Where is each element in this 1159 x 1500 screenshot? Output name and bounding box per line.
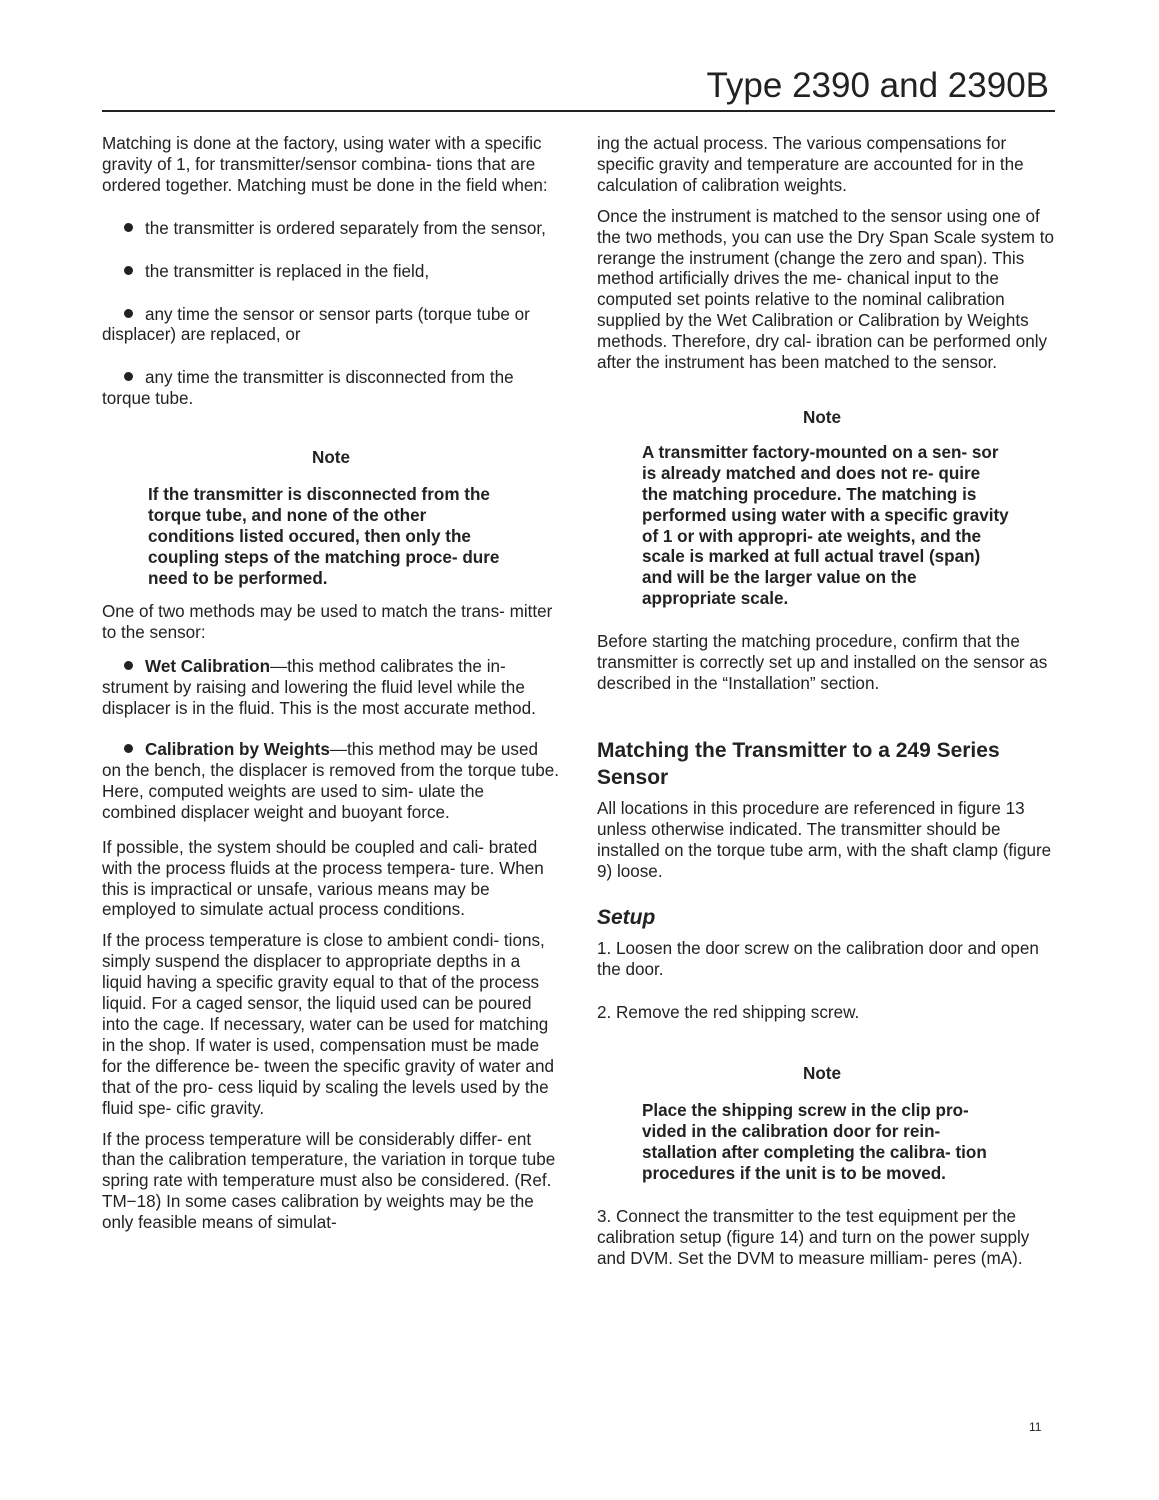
bullet-calibration-by-weights: Calibration by Weights—this method may be used on the bench, the displacer is removed from the torque tube. Here, computed weights are used to sim- ulate the combined displacer weight and buoyant force. xyxy=(102,740,560,822)
bullet-item: the transmitter is ordered separately from the sensor, xyxy=(102,219,560,240)
step-1: 1. Loosen the door screw on the calibration door and open the door. xyxy=(597,939,1039,980)
page-title: Type 2390 and 2390B xyxy=(706,66,1049,105)
paragraph-locations: All locations in this procedure are referenced in figure 13 unless otherwise indicated. The transmitter should be installed on the torque tube arm, with the shaft clamp (figure 9) loose. xyxy=(597,798,1052,881)
bullet-icon xyxy=(124,223,133,232)
step-2: 2. Remove the red shipping screw. xyxy=(597,1003,860,1023)
paragraph-continued: ing the actual process. The various compensations for specific gravity and temperature are accounted for in the calculation of calibration weights. xyxy=(597,134,1024,195)
bullet-icon xyxy=(124,266,133,275)
note-body: Place the shipping screw in the clip pro- vided in the calibration door for rein- stallation after completing the calibra- tion procedures if the unit is to be moved. xyxy=(642,1101,987,1183)
intro-paragraph: Matching is done at the factory, using water with a specific gravity of 1, for transmitter/sensor combina- tions that are ordered together. Matching must be done in the field when: xyxy=(102,134,548,195)
left-column xyxy=(102,134,560,1234)
paragraph-before: Before starting the matching procedure, confirm that the transmitter is correctly set up and installed on the sensor as described in the “Installation” section. xyxy=(597,632,1048,693)
note-body: If the transmitter is disconnected from the torque tube, and none of the other conditions listed occured, then only the coupling steps of the matching proce- dure need to be performed. xyxy=(148,485,500,588)
methods-intro: One of two methods may be used to match the trans- mitter to the sensor: xyxy=(102,601,553,642)
note-label: Note xyxy=(803,407,841,427)
note-label: Note xyxy=(803,1064,841,1084)
note-body: A transmitter factory-mounted on a sen- sor is already matched and does not re- quire the matching procedure. The matching is performed using water with a specific gravity of 1 or with appropri- ate weights, and the scale is marked at full actual travel (span) and will be the larger value on the appropriate scale. xyxy=(642,442,1009,609)
paragraph-once: Once the instrument is matched to the sensor using one of the two methods, you can use the Dry Span Scale system to rerange the instrument (change the zero and span). This method artificially drives the me- chanical input to the computed set points relative to the nominal calibration supplied by the Wet Calibration or Calibration by Weights methods. Therefore, dry cal- ibration can be performed only after the instrument has been matched to the sensor. xyxy=(597,206,1055,373)
right-column xyxy=(597,134,1057,1269)
header-rule xyxy=(102,110,1055,112)
paragraph-ambient: If the process temperature is close to ambient condi- tions, simply suspend the displacer to appropriate depths in a liquid having a specific gravity equal to that of the process liquid. For a caged sensor, the liquid used can be poured into the cage. If necessary, water can be used for matching in the shop. If water is used, compensation must be made for the difference be- tween the specific gravity of water and that of the pro- cess liquid by scaling the levels used by the fluid spe- cific gravity. xyxy=(102,931,554,1118)
paragraph-possible: If possible, the system should be coupled and cali- brated with the process fluids at the process tempera- ture. When this is impractical or unsafe, various means may be employed to simulate actual process conditions. xyxy=(102,837,544,920)
bullet-icon xyxy=(124,661,133,670)
step-3: 3. Connect the transmitter to the test equipment per the calibration setup (figure 14) and turn on the power supply and DVM. Set the DVM to measure milliam- peres (mA). xyxy=(597,1206,1030,1268)
bullet-wet-calibration: Wet Calibration—this method calibrates the in- strument by raising and lowering the fluid level while the displacer is in the fluid. This is the most accurate method. xyxy=(102,657,536,719)
bullet-icon xyxy=(124,309,133,318)
bullet-item: the transmitter is replaced in the field, xyxy=(102,262,560,283)
setup-heading: Setup xyxy=(597,906,656,930)
note-label: Note xyxy=(312,448,350,468)
bullet-item: any time the sensor or sensor parts (torque tube or displacer) are replaced, or xyxy=(102,304,530,345)
bullet-icon xyxy=(124,744,133,753)
paragraph-different: If the process temperature will be considerably differ- ent than the calibration temperature, the variation in torque tube spring rate with temperature must also be considered. (Ref. TM−18) In some cases calibration by weights may be the only feasible means of simulat- xyxy=(102,1129,556,1233)
section-heading: Matching the Transmitter to a 249 Series Sensor xyxy=(597,738,1000,789)
bullet-item: any time the transmitter is disconnected from the torque tube. xyxy=(102,368,514,409)
bullet-icon xyxy=(124,372,133,381)
page-number: 11 xyxy=(1029,1420,1042,1434)
